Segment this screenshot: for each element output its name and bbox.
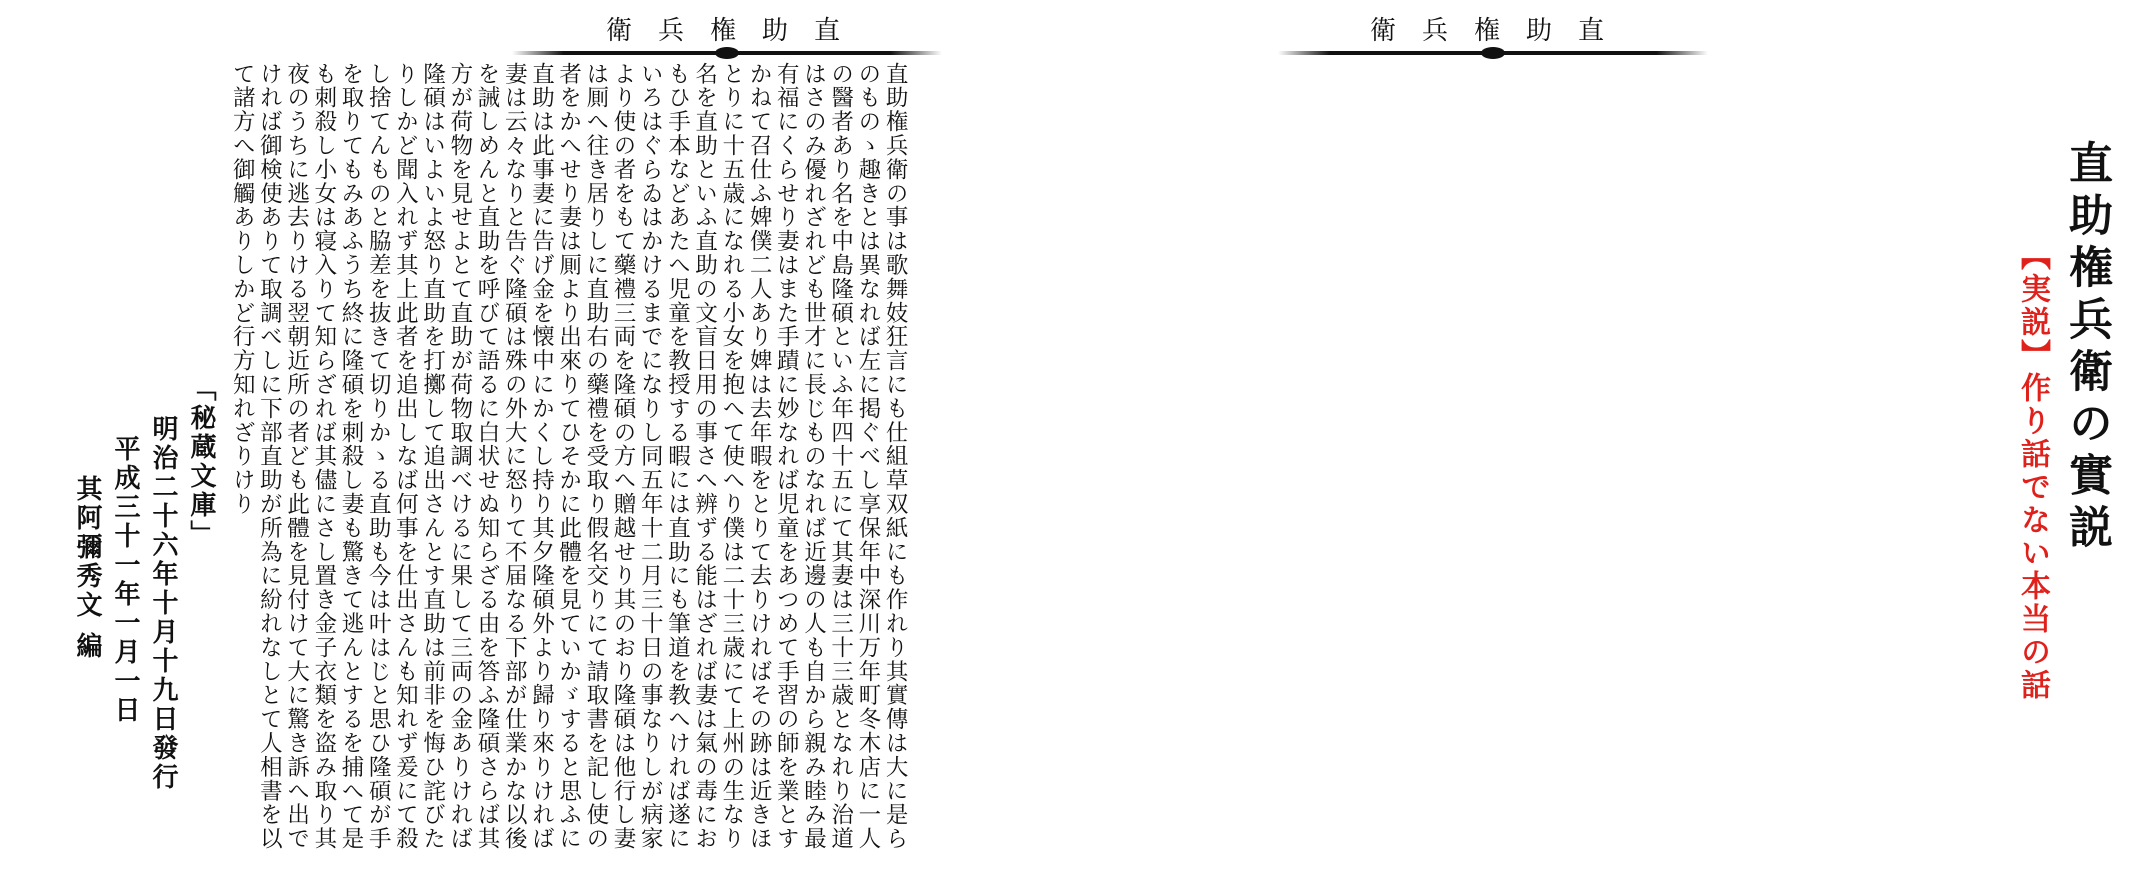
- main-title: 直助権兵衛の實説: [2061, 140, 2112, 556]
- body-text: 直助権兵衛の事は歌舞妓狂言にも仕組草双紙にも作れり其實傳は大に是らのものゝ趣きとは異なれば左に掲ぐべし享保年中深川万年町冬木店に一人の醫者あり名を中島隆碩といふ年四十五にて其妻は三十三歳となれり治道はさのみ優れざれども世才に長じものなれば近邊の人も自から親み睦み最有福にくらせり妻はまた手蹟に妙なれば児童をあつめて手習の師を業とすかねて召仕ふ婢僕二人あり婢は去年暇をとりて去りければその跡は近きほとりに十五歳になれる小女を抱へて使へり僕は二十三歳にて上州の生なり名を直助といふ直助の文盲日用の事さへ辨ずる能はざれば妻は氣の毒におもひ手本などあたへ児童を教授する暇には直助にも筆道を教へければ遂にいろはぐらゐはかけるまでになりし同五年十二月三十日の事なりしが病家より使の者をもて藥禮三両を隆碩の方へ贈越せり其のおり隆碩は他行し妻は厠へ往き居りしに直助右の藥禮を受取り假名交りにて請取書を記し使の者をかへせり妻は厠より出來りてひそかに此體を見ていかゞすると思ふに直助は此事妻に告げ金を懐中にかくし持り其夕隆碩外より歸り來りければ妻は云々なりと告ぐ隆碩は殊の外大に怒りて不届なる下部が仕業かな以後を誡しめんと直助を呼びて語るに白状せぬ知らざる由を答ふ隆碩さらば其方が荷物を見せよとて直助が荷物取調べけるに果して三両の金ありければ隆碩はいよいよ怒り直助を打擲して追出さんとす直助は前非を悔ひ詫びたりしかど聞入れず其上此者を追出しなば何事を仕出さんも知れず爰にて殺し捨てんものと脇差を抜きて切りかゝる直助も今は叶はじと思ひ隆碩が手を取りてもみあふうち終に隆碩を刺殺し妻も驚きて逃んとするを捕へて是も刺殺し小女は寝入りて知らざれば其儘にさし置き金子衣類を盗み取り其夜のうちに逃去りける翌朝近所の者ども此體を見付けて大に驚き訴へ出でければ御検使ありて取調べしに下部直助が所為に紛れなしとて人相書を以て諸方へ御觸ありしかど行方知れざりけり: [229, 62, 909, 851]
- title-block: [2008, 140, 2118, 860]
- colophon-source: 「秘蔵文庫」: [186, 375, 216, 549]
- colophon-editor: 其阿彌秀文 編: [72, 475, 102, 662]
- page-header-left: 衛兵権助直: [605, 15, 866, 46]
- subtitle: 【実説】作り話でない本当の話: [2015, 240, 2050, 702]
- body-text-region: [228, 62, 1998, 862]
- colophon: [10, 375, 220, 855]
- header-ornament-left: [512, 46, 942, 60]
- colophon-reissued: 平成三十一年一月一日: [110, 435, 140, 725]
- page-header-right: 衛兵権助直: [1369, 15, 1630, 46]
- header-ornament-right: [1278, 46, 1708, 60]
- colophon-published: 明治二十六年十月十九日發行: [148, 415, 178, 792]
